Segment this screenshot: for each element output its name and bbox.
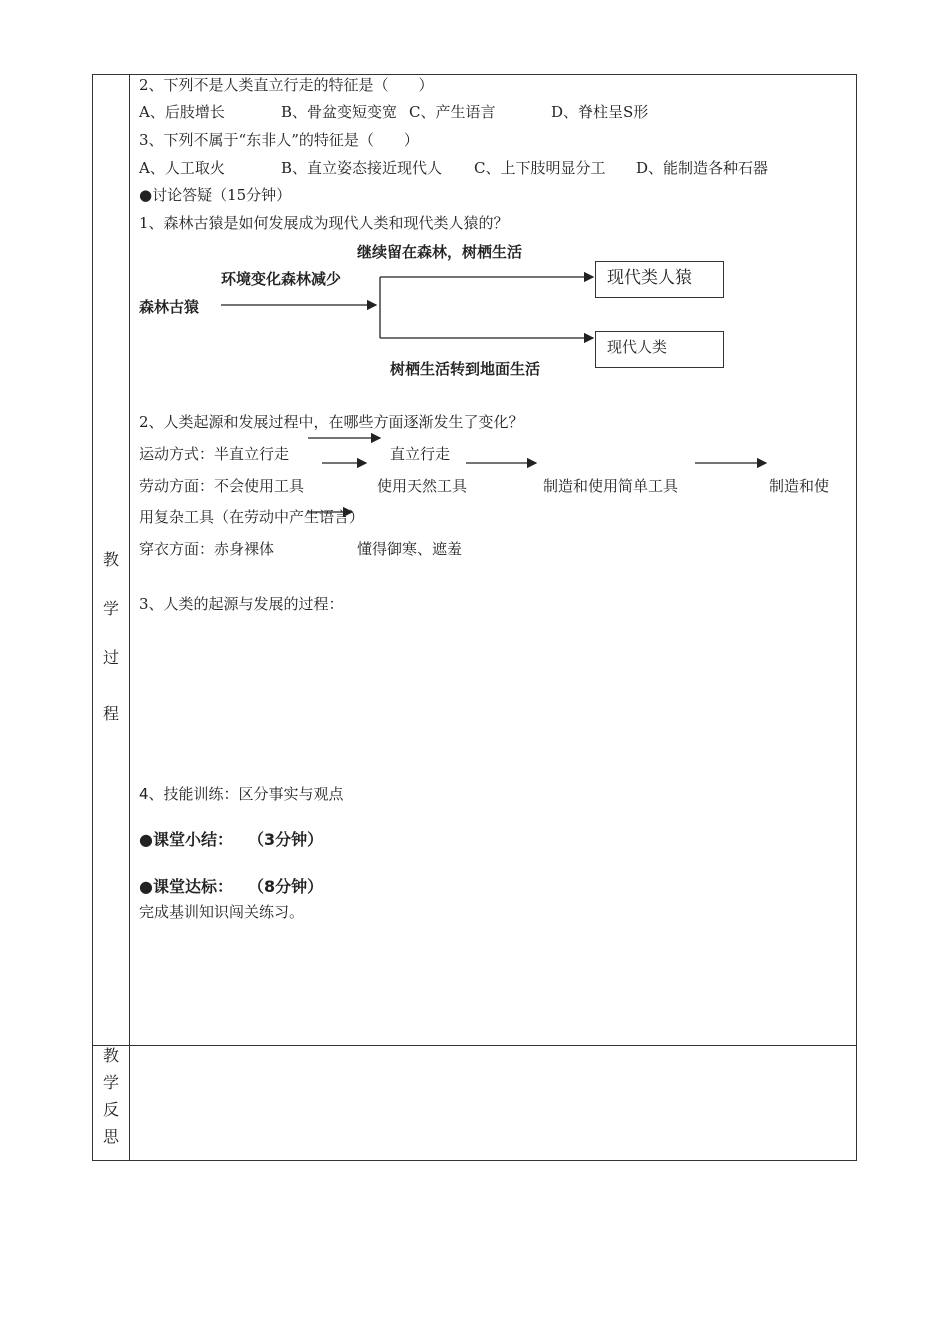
question-2: 2、下列不是人类直立行走的特征是（ ） [139,76,434,94]
q3-option-d: D、能制造各种石器 [636,159,769,177]
diagram-lower-path-label: 树栖生活转到地面生活 [390,360,541,378]
reflection-label-char: 教 [102,1046,119,1065]
process-label-char: 学 [102,599,119,618]
table-row-divider [92,1045,857,1046]
table-bottom-border [92,1160,857,1161]
result-apes-label: 现代类人猿 [607,268,692,288]
q3-option-a: A、人工取火 [139,159,225,177]
labor-step-4-cont: 用复杂工具（在劳动中产生语言） [139,508,365,526]
process-label-char: 程 [102,704,119,723]
clothing-next: 懂得御寒、遮羞 [357,540,463,558]
labor-step-3: 制造和使用简单工具 [543,477,679,495]
labor-step-2: 使用天然工具 [377,477,468,495]
discussion-item-4: 4、技能训练：区分事实与观点 [139,785,344,803]
q2-option-c: C、产生语言 [409,103,496,121]
question-3: 3、下列不属于“东非人”的特征是（ ） [139,131,419,149]
process-label-char: 过 [102,648,119,667]
reflection-label-char: 学 [102,1073,119,1092]
standard-task: 完成基训知识闯关练习。 [139,903,305,921]
clothing-label: 穿衣方面：赤身裸体 [139,540,275,558]
q2-option-d: D、脊柱呈S形 [551,103,649,121]
diagram-upper-path-label: 继续留在森林，树栖生活 [357,243,523,261]
standard-time: （8分钟） [248,877,324,896]
q2-option-a: A、后肢增长 [139,103,225,121]
diagram-origin-label: 森林古猿 [139,298,200,316]
discussion-item-1: 1、森林古猿是如何发展成为现代人类和现代类人猿的？ [139,214,509,232]
process-label-char: 教 [102,550,119,569]
reflection-label-char: 思 [102,1127,119,1146]
labor-step-4: 制造和使 [769,477,830,495]
discussion-item-2: 2、人类起源和发展过程中，在哪些方面逐渐发生了变化？ [139,413,524,431]
movement-next: 直立行走 [390,445,451,463]
labor-label: 劳动方面：不会使用工具 [139,477,305,495]
result-humans-label: 现代人类 [607,338,668,356]
discussion-heading: ●讨论答疑（15分钟） [139,186,292,204]
reflection-label-char: 反 [102,1100,119,1119]
q3-option-b: B、直立姿态接近现代人 [281,159,443,177]
summary-heading: ●课堂小结： [139,830,233,849]
standard-heading: ●课堂达标： [139,877,233,896]
summary-time: （3分钟） [248,830,324,849]
discussion-item-3: 3、人类的起源与发展的过程： [139,595,344,613]
q3-option-c: C、上下肢明显分工 [474,159,606,177]
diagram-cause-label: 环境变化森林减少 [221,270,342,288]
movement-label: 运动方式：半直立行走 [139,445,290,463]
q2-option-b: B、骨盆变短变宽 [281,103,398,121]
